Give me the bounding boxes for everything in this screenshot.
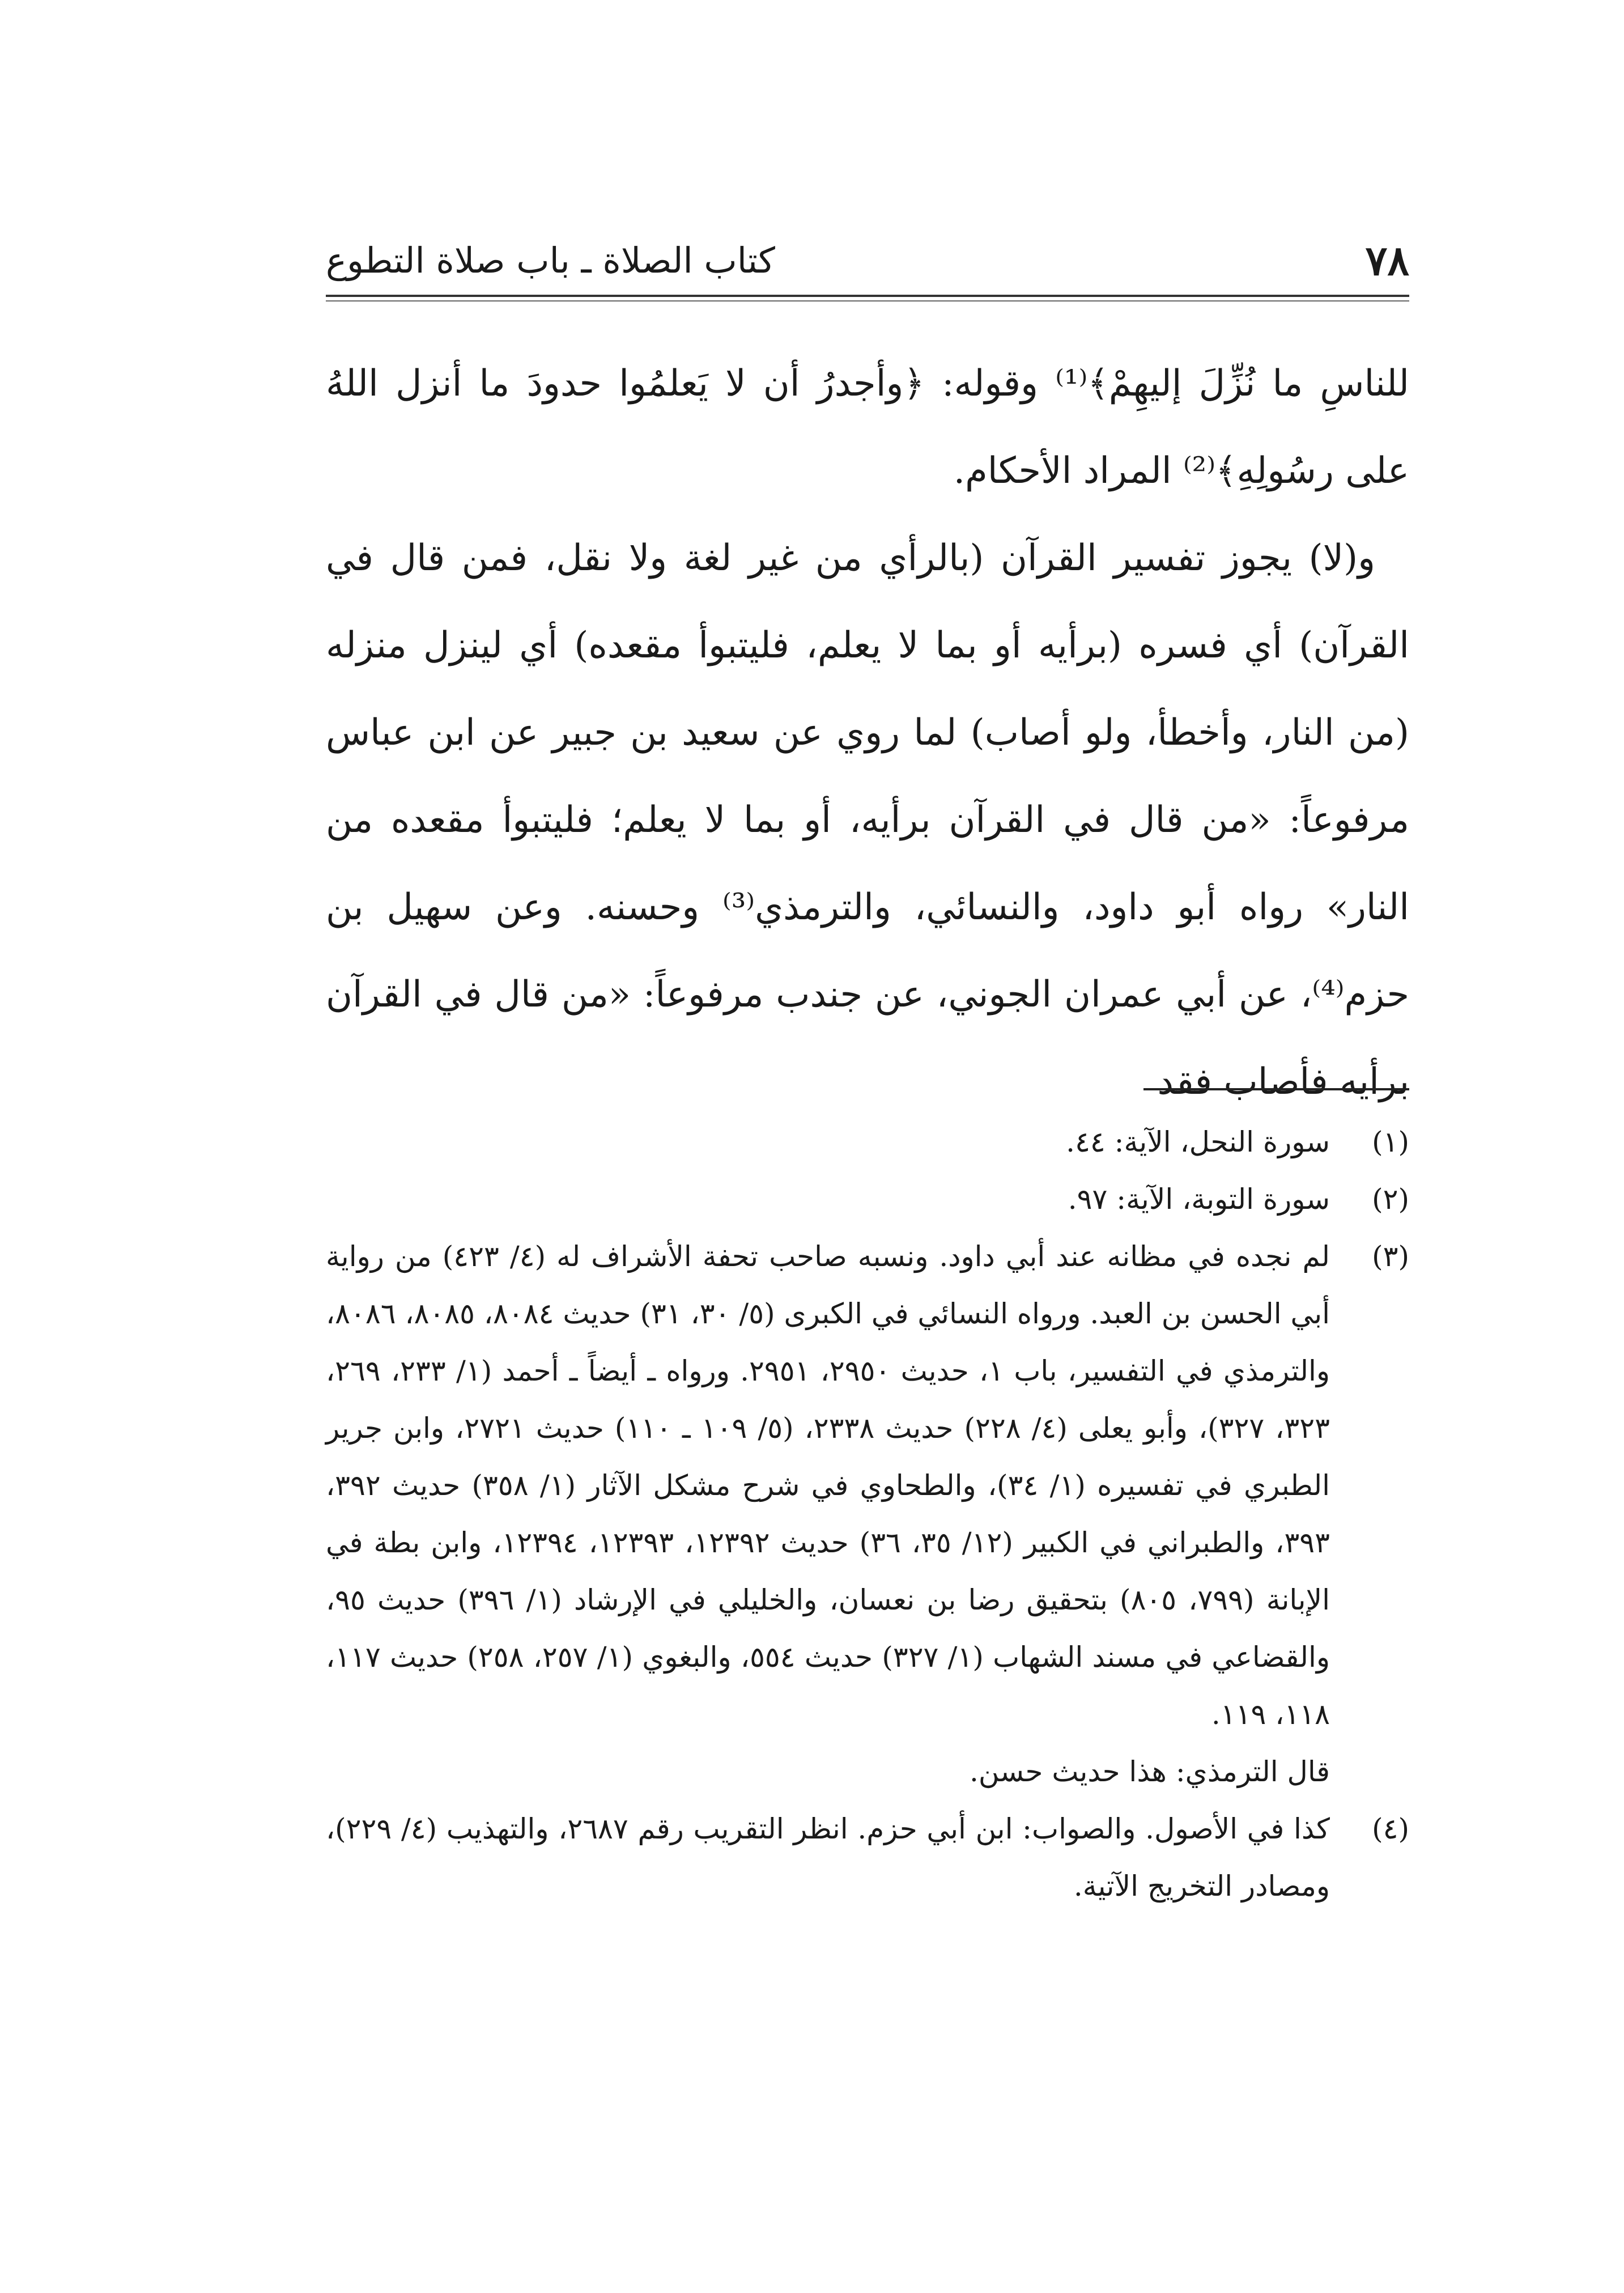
footnote-3 bbox=[326, 1228, 1409, 1743]
body-paragraph-2: و(لا) يجوز تفسير القرآن (بالرأي من غير لغة ولا نقل، فمن قال في القرآن) أي فسره (برأيه أو بما لا يعلم، فليتبوأ مقعده) أي لينزل منزله (من النار، وأخطأ، ولو أصاب) لما روي عن سعيد بن جبير عن ابن عباس مرفوعاً: «من قال في القرآن برأيه، أو بما لا يعلم؛ فليتبوأ مقعده من النار» رواه أبو داود، والنسائي، والترمذي⁽³⁾ وحسنه. وعن سهيل بن حزم⁽⁴⁾، عن أبي عمران الجوني، عن جندب مرفوعاً: «من قال في القرآن برأيه فأصاب فقد bbox=[326, 537, 1410, 1103]
footnote-text: لم نجده في مظانه عند أبي داود. ونسبه صاحب تحفة الأشراف له (٤/ ٤٢٣) من رواية أبي الحسن بن العبد. ورواه النسائي في الكبرى (٥/ ٣٠، ٣١) حديث ٨٠٨٤، ٨٠٨٥، ٨٠٨٦، والترمذي في التفسير، باب ١، حديث ٢٩٥٠، ٢٩٥١. ورواه ـ أيضاً ـ أحمد (١/ ٢٣٣، ٢٦٩، ٣٢٣، ٣٢٧)، وأبو يعلى (٤/ ٢٢٨) حديث ٢٣٣٨، (٥/ ١٠٩ ـ ١١٠) حديث ٢٧٢١، وابن جرير الطبري في تفسيره (١/ ٣٤)، والطحاوي في شرح مشكل الآثار (١/ ٣٥٨) حديث ٣٩٢، ٣٩٣، والطبراني في الكبير (١٢/ ٣٥، ٣٦) حديث ١٢٣٩٢، ١٢٣٩٣، ١٢٣٩٤، وابن بطة في الإبانة (٧٩٩، ٨٠٥) بتحقيق رضا بن نعسان، والخليلي في الإرشاد (١/ ٣٩٦) حديث ٩٥، والقضاعي في مسند الشهاب (١/ ٣٢٧) حديث ٥٥٤، والبغوي (١/ ٢٥٧، ٢٥٨) حديث ١١٧، ١١٨، ١١٩. bbox=[326, 1240, 1330, 1731]
footnote-number: (٣) bbox=[1372, 1240, 1409, 1273]
footnote-number: (٤) bbox=[1372, 1812, 1409, 1845]
footnote-separator bbox=[1143, 1088, 1409, 1090]
running-header bbox=[326, 230, 1409, 292]
running-title: كتاب الصلاة ـ باب صلاة التطوع bbox=[326, 240, 775, 281]
footnote-2 bbox=[326, 1171, 1409, 1228]
footnote-number: (٢) bbox=[1372, 1183, 1409, 1216]
footnote-number: (١) bbox=[1372, 1126, 1409, 1158]
body-paragraph-1: للناسِ ما نُزِّلَ إليهِمْ﴾⁽¹⁾ وقوله: ﴿وأجدرُ أن لا يَعلمُوا حدودَ ما أنزل اللهُ على رسُولِهِ﴾⁽²⁾ المراد الأحكام. bbox=[326, 363, 1410, 492]
footnote-3-remark: قال الترمذي: هذا حديث حسن. bbox=[970, 1755, 1330, 1788]
footnote-1 bbox=[326, 1114, 1409, 1171]
footnotes bbox=[326, 1114, 1409, 1915]
header-rule bbox=[326, 295, 1409, 302]
main-text bbox=[326, 340, 1409, 1126]
footnote-4 bbox=[326, 1801, 1409, 1915]
footnote-text: سورة التوبة، الآية: ٩٧. bbox=[1068, 1183, 1330, 1216]
footnote-text: كذا في الأصول. والصواب: ابن أبي حزم. انظر التقريب رقم ٢٦٨٧، والتهذيب (٤/ ٢٢٩)، ومصادر التخريج الآتية. bbox=[326, 1812, 1330, 1903]
footnote-text: سورة النحل، الآية: ٤٤. bbox=[1066, 1126, 1330, 1158]
page-number: ٧٨ bbox=[1365, 236, 1409, 284]
